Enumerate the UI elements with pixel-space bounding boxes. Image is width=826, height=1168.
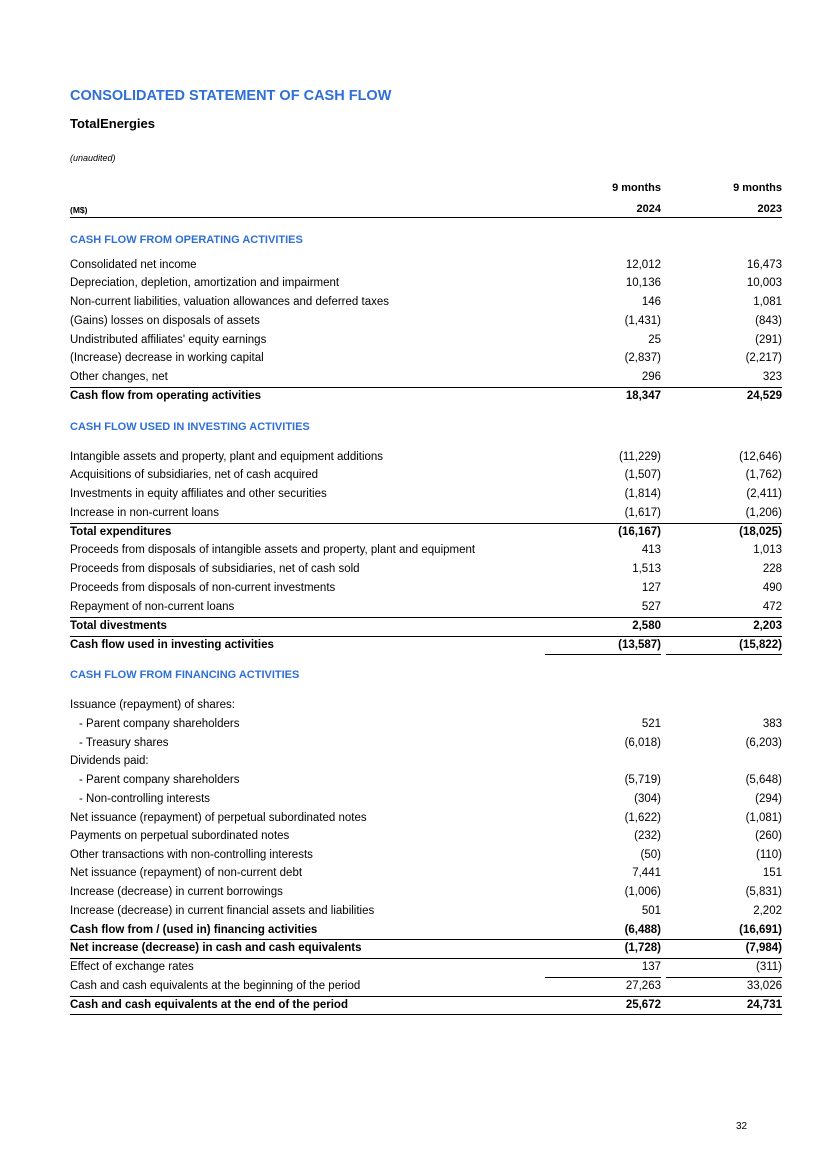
table-row [70,790,782,808]
row-label: Acquisitions of subsidiaries, net of cash acquired [70,469,319,481]
table-row [70,293,782,311]
value-2024: 146 [641,296,661,308]
table-row [70,846,782,864]
value-2023: 228 [762,563,782,575]
section-heading-investing: CASH FLOW USED IN INVESTING ACTIVITIES [70,421,310,433]
value-2024: 25 [648,334,661,346]
value-2024: (6,488) [624,924,661,936]
row-label: - Parent company shareholders [79,774,240,786]
value-2024: 10,136 [625,277,661,289]
row-rule [70,958,782,959]
table-row [70,827,782,845]
table-row [70,996,782,1014]
section-heading-financing: CASH FLOW FROM FINANCING ACTIVITIES [70,669,300,681]
value-2024: 27,263 [625,980,661,992]
value-2024: 1,513 [632,563,661,575]
value-2024: 12,012 [625,259,661,271]
table-row [70,504,782,522]
value-2024: (1,728) [624,942,661,954]
row-label: Increase (decrease) in current borrowings [70,886,283,898]
table-row [70,256,782,274]
table-row [70,902,782,920]
value-2024: (13,587) [618,639,661,651]
row-label: Undistributed affiliates' equity earnings [70,334,267,346]
section-heading-operating: CASH FLOW FROM OPERATING ACTIVITIES [70,234,303,246]
value-2023: 1,013 [753,544,782,556]
value-2024: (16,167) [618,526,661,538]
value-2023: (18,025) [739,526,782,538]
row-label: (Increase) decrease in working capital [70,352,264,364]
value-2023: 151 [762,867,782,879]
table-row [70,696,782,714]
page-number: 32 [736,1121,748,1132]
value-2023: (311) [756,961,782,973]
value-2023: 383 [762,718,782,730]
value-2023: 323 [762,371,782,383]
row-label: Intangible assets and property, plant and equipment additions [70,451,384,463]
value-2023: (1,206) [745,507,782,519]
row-rule [70,617,782,618]
value-2024: 527 [641,601,661,613]
header-rule [70,217,782,218]
row-label: Repayment of non-current loans [70,601,235,613]
table-row [70,715,782,733]
row-label: Other changes, net [70,371,168,383]
table-row [70,598,782,616]
value-2024: 127 [641,582,661,594]
row-label: - Non-controlling interests [79,793,211,805]
value-2023: 2,202 [753,905,782,917]
table-row [70,560,782,578]
value-2023: (5,648) [745,774,782,786]
table-row [70,752,782,770]
value-2023: (1,762) [745,469,782,481]
row-label: Payments on perpetual subordinated notes [70,830,290,842]
value-2023: (110) [756,849,782,861]
value-2024: 413 [641,544,661,556]
value-2024: (6,018) [624,737,661,749]
table-row [70,771,782,789]
column-header-2023-period: 9 months [733,182,782,194]
value-2023: (16,691) [739,924,782,936]
table-row [70,368,782,386]
value-2024: 25,672 [625,999,661,1011]
row-rule [70,387,782,388]
table-row [70,617,782,635]
row-label: Cash flow from operating activities [70,390,262,402]
row-label: Total expenditures [70,526,172,538]
table-row [70,387,782,405]
value-2024: (1,814) [624,488,661,500]
value-2023: (2,217) [745,352,782,364]
value-2023: (15,822) [739,639,782,651]
value-2023: 1,081 [753,296,782,308]
table-row [70,734,782,752]
table-row [70,274,782,292]
row-label: - Treasury shares [79,737,169,749]
table-row [70,312,782,330]
value-2024: (1,617) [624,507,661,519]
value-2023: 10,003 [746,277,782,289]
table-row [70,466,782,484]
row-label: Increase (decrease) in current financial assets and liabilities [70,905,375,917]
row-label: (Gains) losses on disposals of assets [70,315,260,327]
row-label: Net increase (decrease) in cash and cash equivalents [70,942,362,954]
table-row [70,939,782,957]
value-2023: 33,026 [746,980,782,992]
value-2024: (304) [634,793,661,805]
subtotal-rule [666,977,782,978]
document-title: CONSOLIDATED STATEMENT OF CASH FLOW [70,88,392,104]
subtotal-rule [545,977,661,978]
value-2024: 2,580 [632,620,661,632]
row-rule [70,996,782,997]
table-row [70,977,782,995]
value-2023: (1,081) [745,812,782,824]
table-row [70,864,782,882]
row-label: Net issuance (repayment) of perpetual subordinated notes [70,812,367,824]
company-name: TotalEnergies [70,116,156,131]
value-2024: 7,441 [632,867,661,879]
table-row [70,958,782,976]
table-row [70,523,782,541]
table-row [70,485,782,503]
value-2024: (1,431) [624,315,661,327]
value-2023: 2,203 [753,620,782,632]
row-label: - Parent company shareholders [79,718,240,730]
row-label: Proceeds from disposals of non-current investments [70,582,336,594]
row-rule [70,523,782,524]
value-2023: (294) [755,793,782,805]
value-2023: (7,984) [745,942,782,954]
value-2023: (12,646) [739,451,782,463]
value-2023: 16,473 [746,259,782,271]
row-label: Total divestments [70,620,167,632]
value-2024: 18,347 [625,390,661,402]
row-label: Cash flow from / (used in) financing activities [70,924,318,936]
value-2024: (50) [640,849,661,861]
value-2023: 490 [762,582,782,594]
value-2024: (5,719) [624,774,661,786]
column-header-2023-year: 2023 [757,203,782,215]
table-row [70,921,782,939]
subtotal-rule [666,654,782,655]
value-2024: (1,006) [624,886,661,898]
value-2023: (6,203) [745,737,782,749]
value-2024: 521 [641,718,661,730]
subtotal-rule [545,654,661,655]
row-label: Cash flow used in investing activities [70,639,274,651]
value-2024: (232) [634,830,661,842]
value-2024: (2,837) [624,352,661,364]
value-2023: (2,411) [746,488,782,500]
row-rule [70,939,782,940]
value-2024: (11,229) [619,451,661,463]
value-2023: (5,831) [745,886,782,898]
table-row [70,331,782,349]
value-2024: 137 [641,961,661,973]
row-label: Cash and cash equivalents at the end of the period [70,999,348,1011]
value-2024: 296 [641,371,661,383]
table-row [70,883,782,901]
row-label: Depreciation, depletion, amortization and impairment [70,277,340,289]
value-2023: (260) [755,830,782,842]
row-label: Investments in equity affiliates and other securities [70,488,327,500]
table-row [70,809,782,827]
table-row [70,349,782,367]
row-label: Non-current liabilities, valuation allowances and deferred taxes [70,296,389,308]
row-label: Net issuance (repayment) of non-current debt [70,867,303,879]
value-2024: (1,507) [624,469,661,481]
row-label: Dividends paid: [70,755,149,767]
table-row [70,448,782,466]
value-2023: 24,529 [746,390,782,402]
value-2023: 472 [762,601,782,613]
table-row [70,541,782,559]
value-2024: 501 [641,905,661,917]
row-label: Cash and cash equivalents at the beginning of the period [70,980,361,992]
table-row [70,579,782,597]
value-2023: (843) [755,315,782,327]
row-label: Other transactions with non-controlling interests [70,849,313,861]
row-rule [70,1014,782,1015]
column-header-2024-year: 2024 [636,203,661,215]
value-2024: (1,622) [624,812,661,824]
column-header-2024-period: 9 months [612,182,661,194]
row-label: Increase in non-current loans [70,507,219,519]
unaudited-note: (unaudited) [70,153,116,163]
row-label: Effect of exchange rates [70,961,194,973]
row-label: Issuance (repayment) of shares: [70,699,235,711]
row-rule [70,636,782,637]
row-label: Proceeds from disposals of subsidiaries, net of cash sold [70,563,360,575]
value-2023: (291) [755,334,782,346]
value-2023: 24,731 [746,999,782,1011]
table-row [70,636,782,654]
unit-label: (M$) [70,205,88,215]
row-label: Consolidated net income [70,259,197,271]
row-label: Proceeds from disposals of intangible assets and property, plant and equipment [70,544,476,556]
